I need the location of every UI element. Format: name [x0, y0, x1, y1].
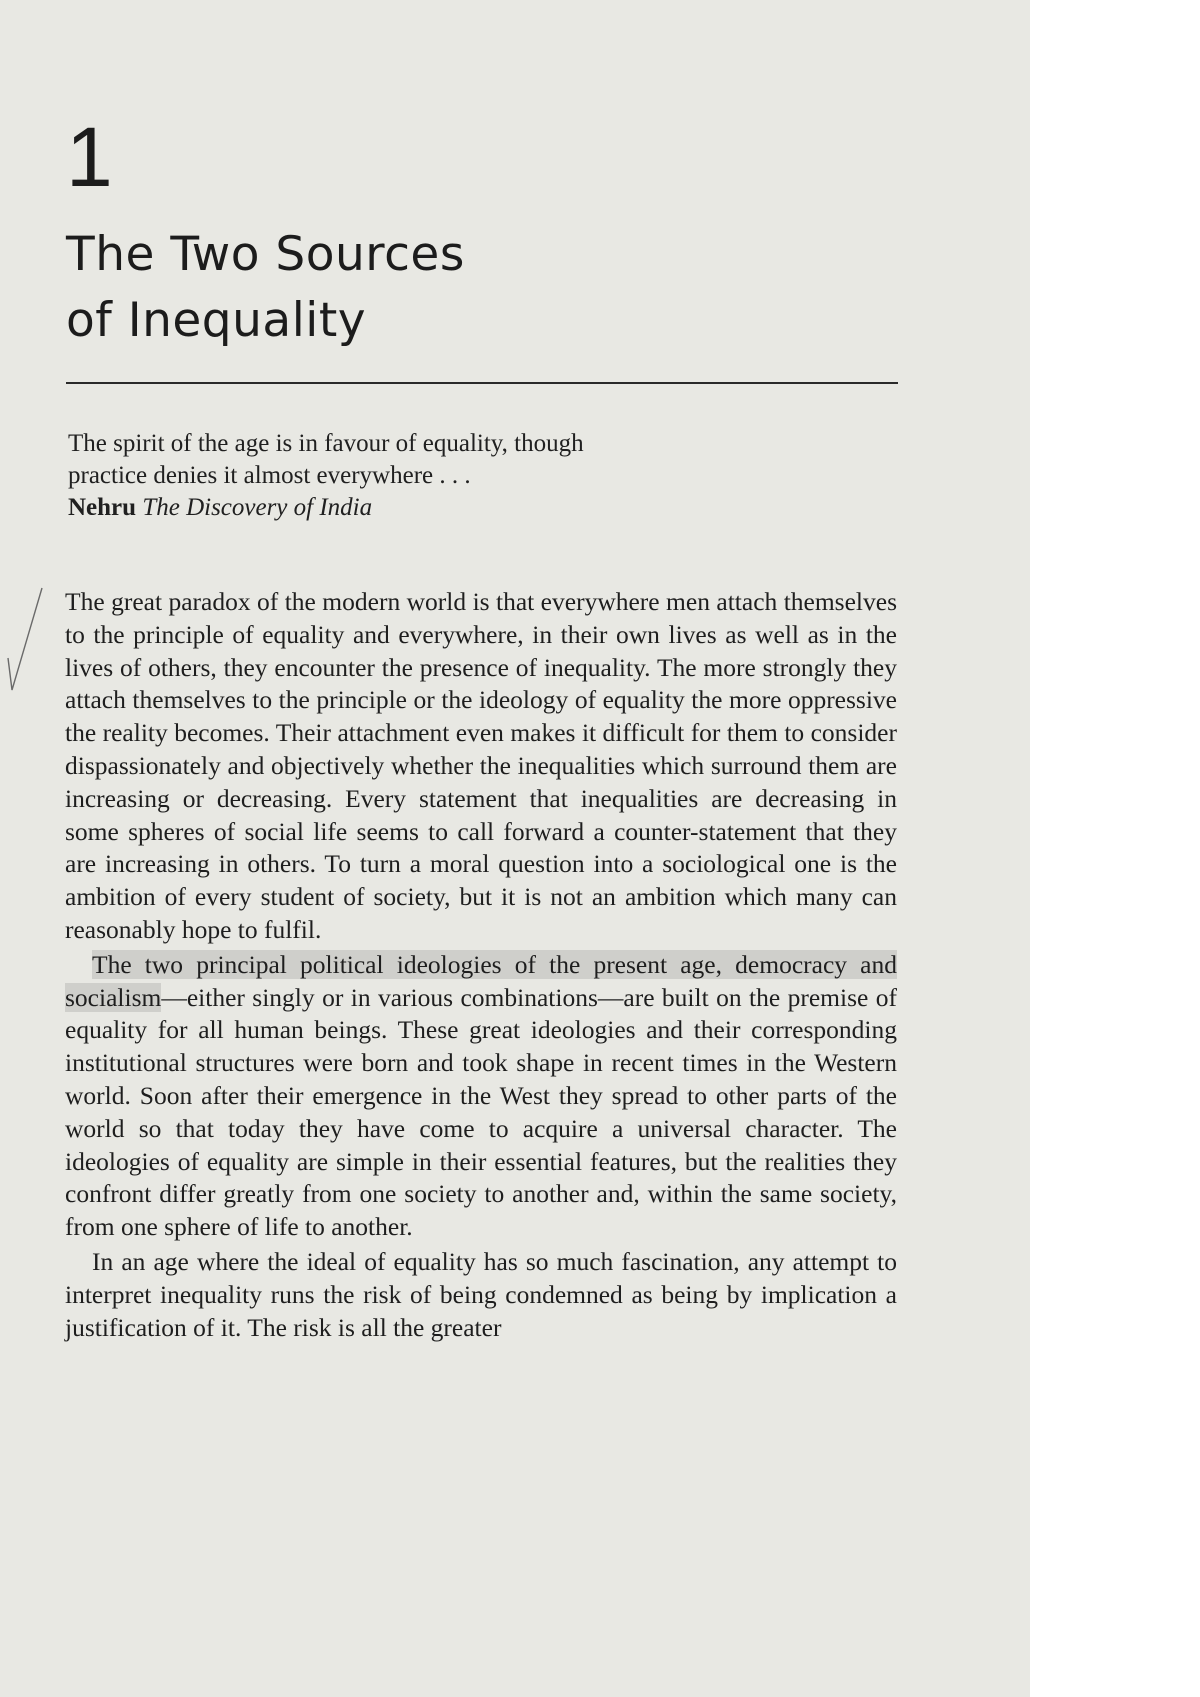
paragraph-2	[65, 949, 897, 1244]
chapter-number: 1	[66, 110, 113, 204]
paragraph-2-rest: —either singly or in various combinations—are built on the premise of equality for all human beings. These great ideologies and their corresponding institutional structures were born and took shape in recent times in the Western world. Soon after their emergence in the West they spread to other parts of the world so that today they have come to acquire a universal character. The ideologies of equality are simple in their essential features, but the realities they confront differ greatly from one society to another and, within the same society, from one sphere of life to another.	[65, 982, 897, 1242]
epigraph-attribution	[68, 492, 584, 524]
epigraph	[68, 428, 584, 524]
epigraph-work: The Discovery of India	[142, 494, 373, 521]
paragraph-1: The great paradox of the modern world is that everywhere men attach themselves to the principle of equality and everywhere, in their own lives as well as in the lives of others, they encounter the presence of inequality. The more strongly they attach themselves to the principle or the ideology of equality the more oppressive the reality becomes. Their attachment even makes it difficult for them to consider dispassionately and objectively whether the inequalities which surround them are increasing or decreasing. Every statement that inequalities are decreasing in some spheres of social life seems to call forward a counter-statement that they are increasing in others. To turn a moral question into a sociological one is the ambition of every student of society, but it is not an ambition which many can reasonably hope to fulfil.	[65, 587, 897, 944]
highlighted-passage: The two principal political ideologies of the present age, democracy and socialism	[65, 949, 897, 1012]
scan-margin	[1030, 0, 1200, 1697]
body-text	[65, 586, 897, 1346]
chapter-title-line-2: of Inequality	[66, 293, 367, 348]
title-rule	[66, 382, 898, 384]
pencil-checkmark-icon	[0, 0, 60, 720]
paragraph-3: In an age where the ideal of equality has so much fascination, any attempt to interpret inequality runs the risk of being condemned as being by implication a justification of it. The risk is all the greater	[65, 1246, 897, 1342]
epigraph-author: Nehru	[68, 494, 137, 521]
epigraph-line-1: The spirit of the age is in favour of equality, though	[68, 430, 584, 457]
epigraph-line-2: practice denies it almost everywhere . . .	[68, 462, 471, 489]
chapter-title	[66, 222, 465, 354]
chapter-title-line-1: The Two Sources	[66, 227, 465, 282]
